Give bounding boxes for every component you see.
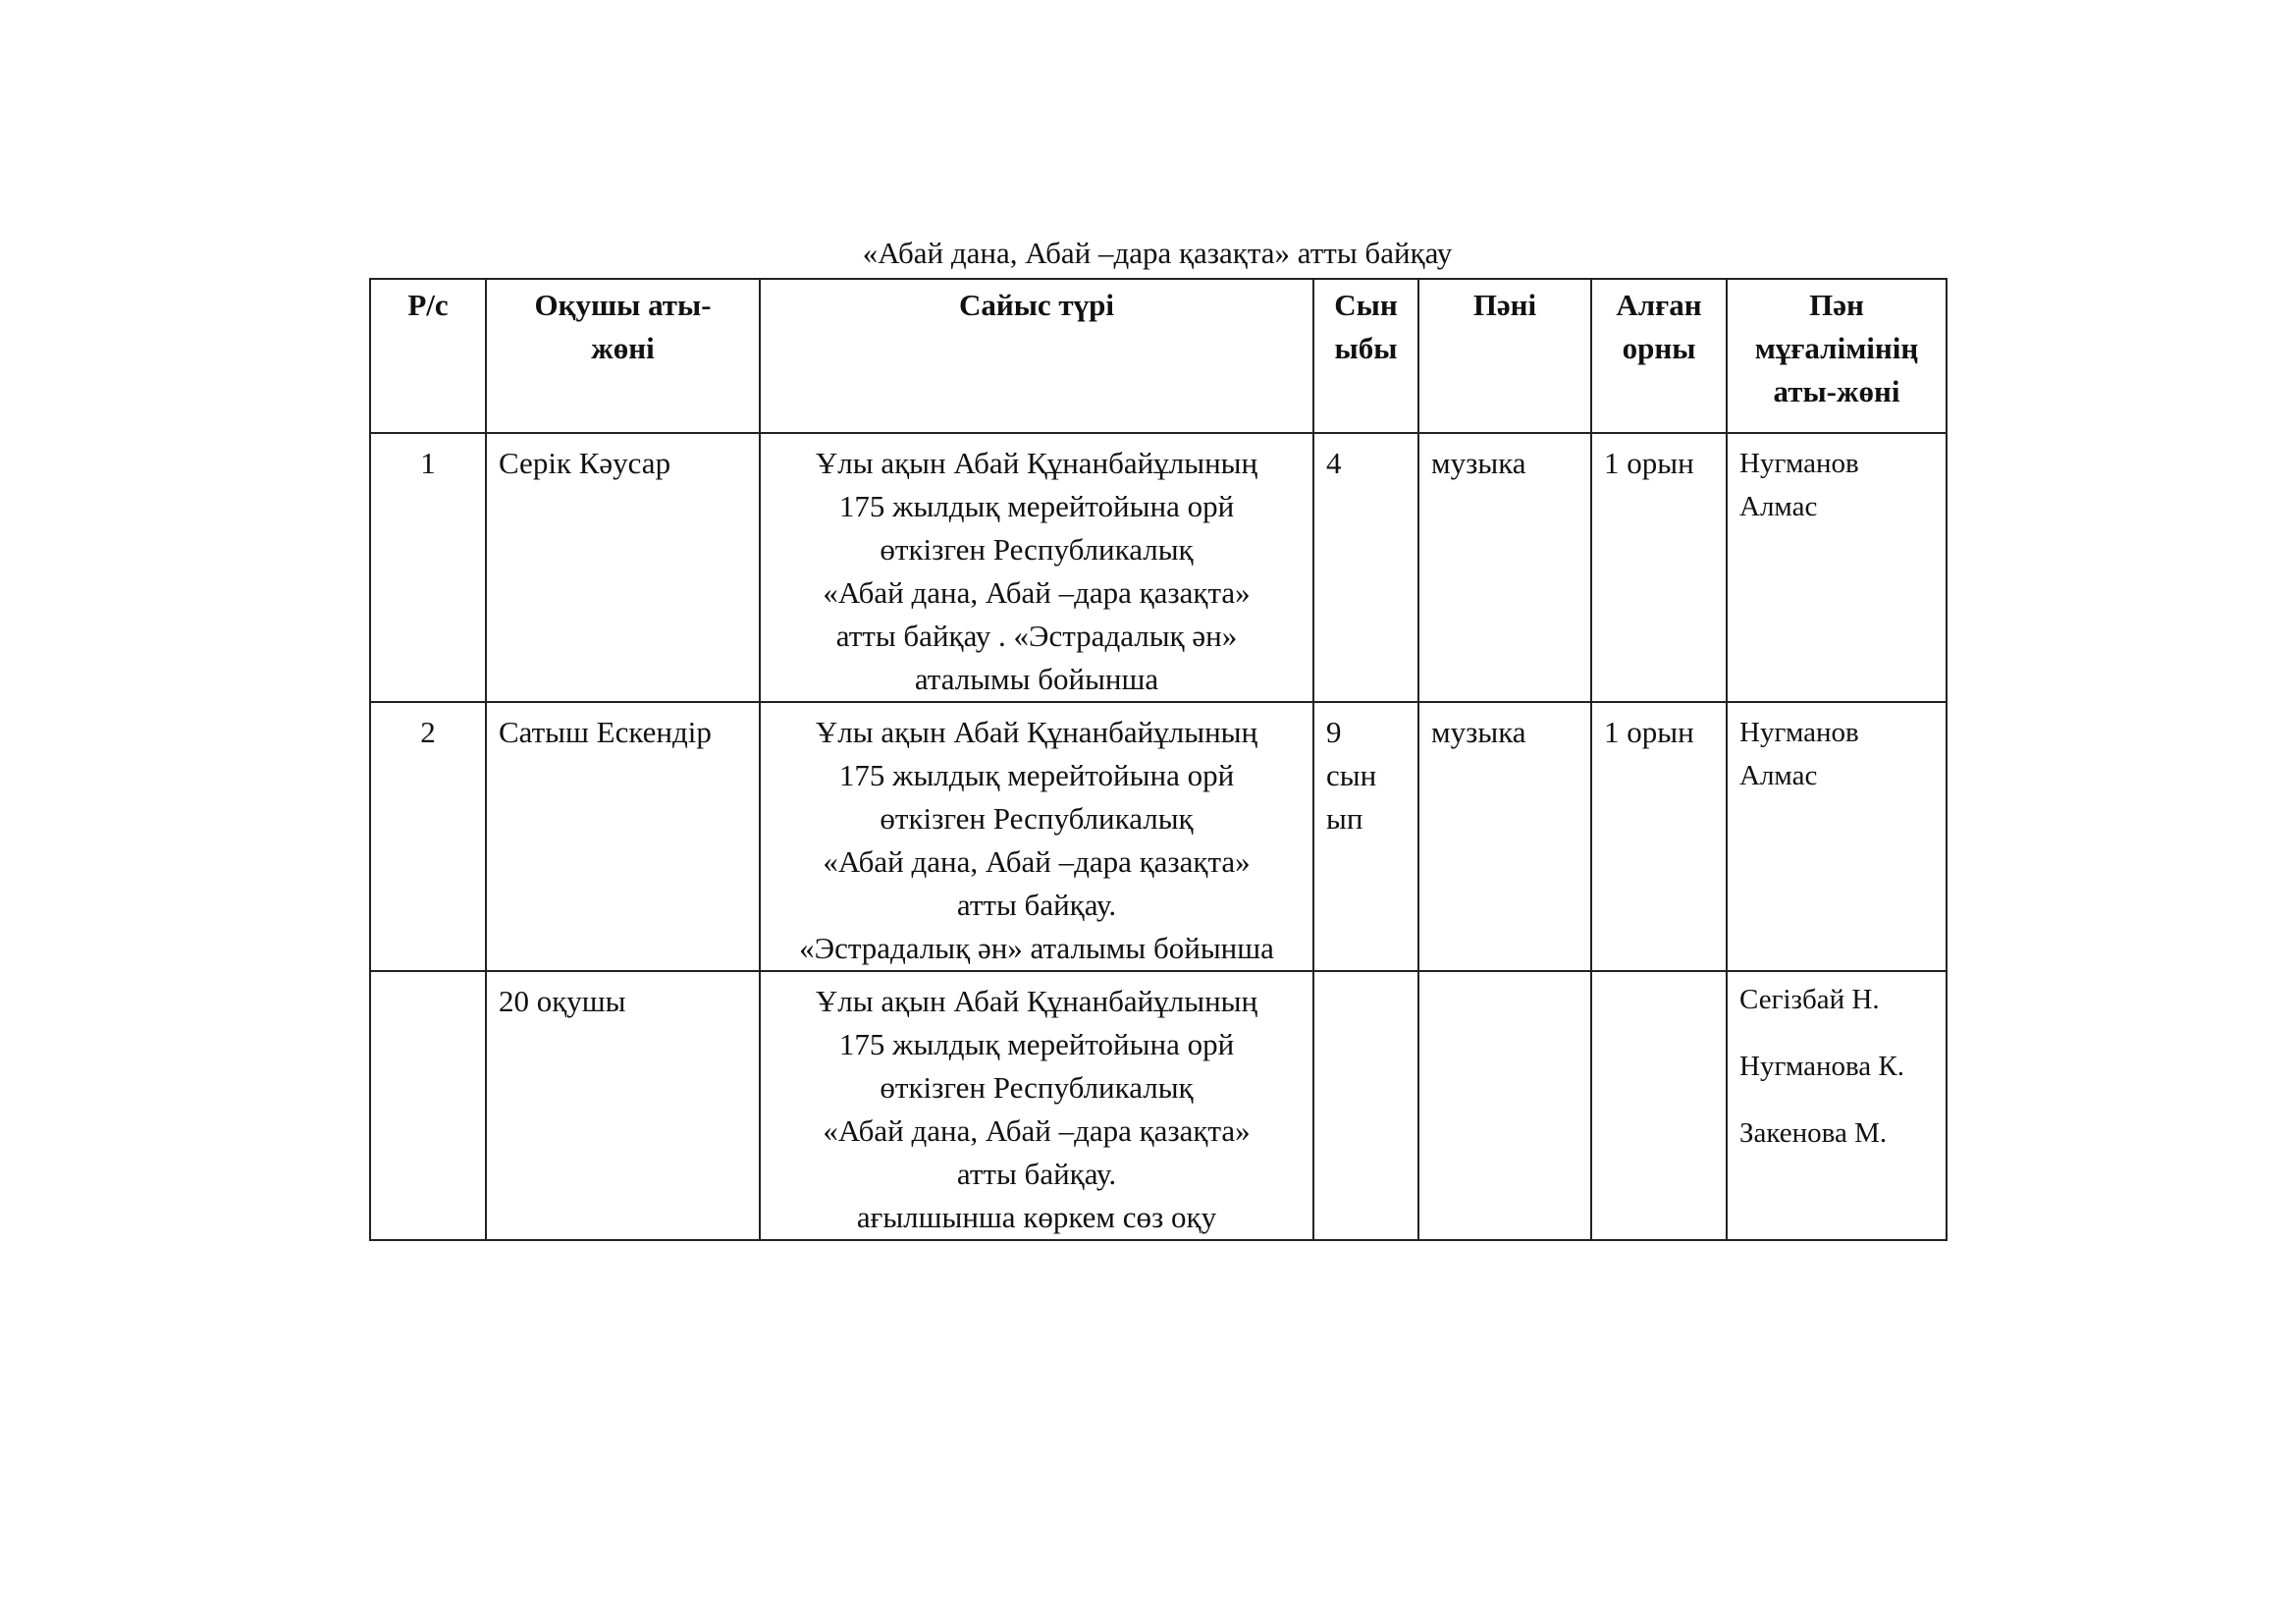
- cell-grade: 4: [1313, 433, 1418, 702]
- cell-number: 1: [370, 433, 486, 702]
- header-number: Р/с: [370, 279, 486, 433]
- cell-number: [370, 971, 486, 1240]
- cell-number: 2: [370, 702, 486, 971]
- header-teacher: Пән мұғалімінің аты-жөні: [1727, 279, 1947, 433]
- cell-place: [1591, 971, 1727, 1240]
- cell-teacher: Сегізбай Н. Нугманова К. Закенова М.: [1727, 971, 1947, 1240]
- cell-subject: музыка: [1418, 702, 1591, 971]
- table-row: [370, 433, 1947, 702]
- header-competition: Сайыс түрі: [760, 279, 1313, 433]
- table-row: [370, 702, 1947, 971]
- cell-grade: 9 сын ып: [1313, 702, 1418, 971]
- cell-competition: Ұлы ақын Абай Құнанбайұлының 175 жылдық мерейтойына орй өткізген Республикалық «Абай дана, Абай –дара қазақта» атты байқау. «Эстрадалық ән» аталымы бойынша: [760, 702, 1313, 971]
- cell-competition: Ұлы ақын Абай Құнанбайұлының 175 жылдық мерейтойына орй өткізген Республикалық «Абай дана, Абай –дара қазақта» атты байқау. ағылшынша көркем сөз оқу: [760, 971, 1313, 1240]
- cell-competition: Ұлы ақын Абай Құнанбайұлының 175 жылдық мерейтойына орй өткізген Республикалық «Абай дана, Абай –дара қазақта» атты байқау . «Эстрадалық ән» аталымы бойынша: [760, 433, 1313, 702]
- cell-student: 20 оқушы: [486, 971, 760, 1240]
- document-title: «Абай дана, Абай –дара қазақта» атты байқау: [862, 236, 1453, 270]
- header-row: [370, 279, 1947, 433]
- cell-student: Сатыш Ескендір: [486, 702, 760, 971]
- cell-place: 1 орын: [1591, 433, 1727, 702]
- cell-place: 1 орын: [1591, 702, 1727, 971]
- cell-grade: [1313, 971, 1418, 1240]
- table-row: [370, 971, 1947, 1240]
- header-subject: Пәні: [1418, 279, 1591, 433]
- cell-student: Серік Кәусар: [486, 433, 760, 702]
- header-place: Алған орны: [1591, 279, 1727, 433]
- cell-subject: [1418, 971, 1591, 1240]
- results-table: [369, 278, 1948, 1241]
- cell-subject: музыка: [1418, 433, 1591, 702]
- cell-teacher: Нугманов Алмас: [1727, 433, 1947, 702]
- cell-teacher: Нугманов Алмас: [1727, 702, 1947, 971]
- header-grade: Сын ыбы: [1313, 279, 1418, 433]
- header-student: Оқушы аты- жөні: [486, 279, 760, 433]
